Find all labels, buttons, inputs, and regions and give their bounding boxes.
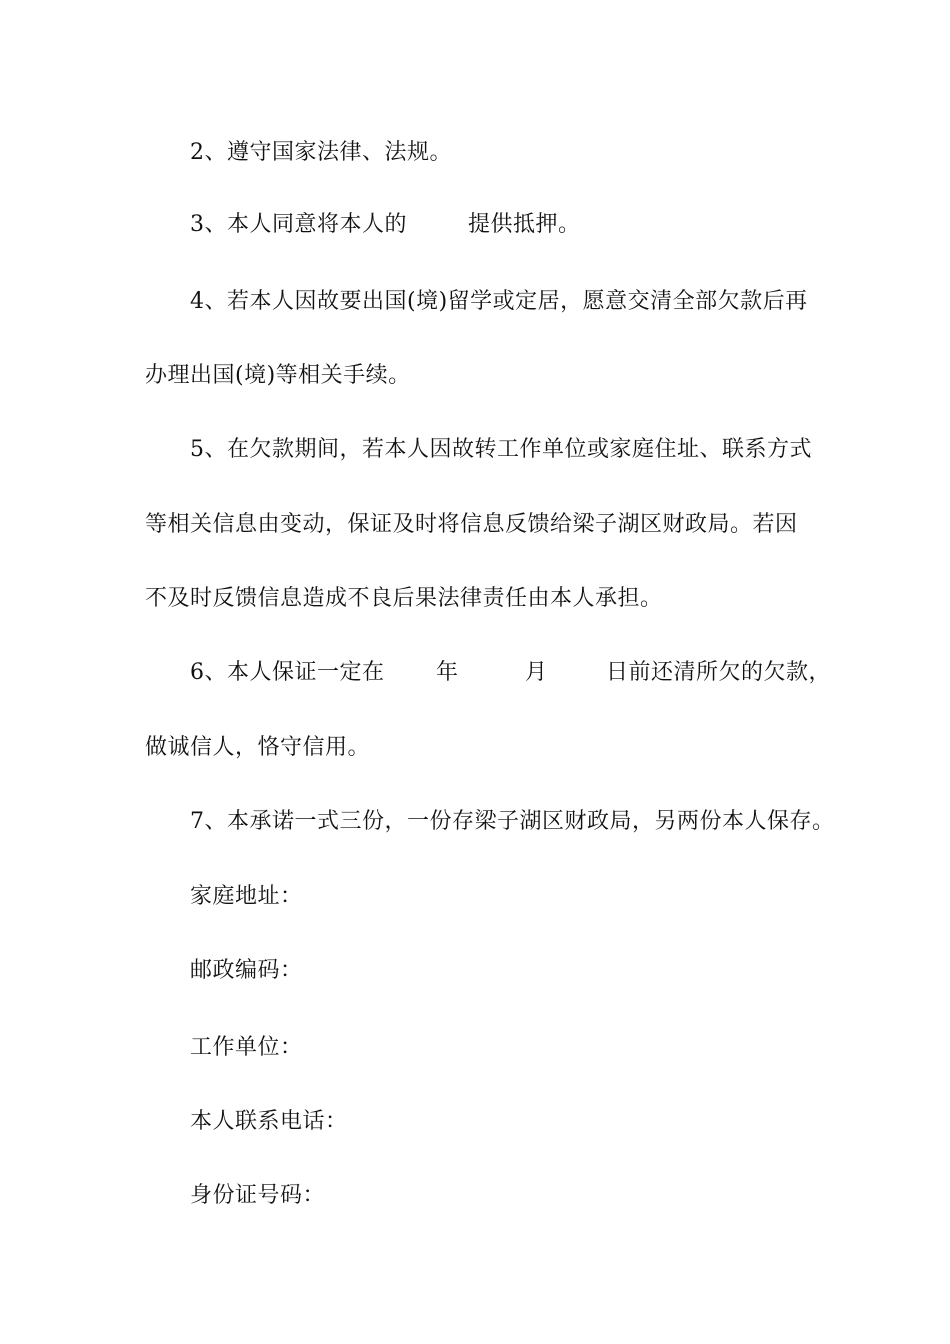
clause-3-tail: 提供抵押。: [468, 212, 581, 237]
field-id-number-label: 身份证号码：: [190, 1183, 326, 1208]
clause-6-text: 6、本人保证一定在: [190, 660, 385, 685]
clause-3-text: 3、本人同意将本人的: [190, 212, 407, 237]
clause-6-year: 年: [436, 660, 459, 685]
clause-6-line-1: [190, 658, 830, 688]
clause-2: 2、遵守国家法律、法规。: [190, 140, 452, 165]
clause-6-day-text: 日前还清所欠的欠款，: [606, 660, 832, 685]
clause-5-line-3: 不及时反馈信息造成不良后果法律责任由本人承担。: [145, 586, 663, 611]
clause-6-line-2: 做诚信人，恪守信用。: [145, 735, 371, 760]
field-phone-label: 本人联系电话：: [190, 1109, 348, 1134]
clause-4-line-2: 办理出国(境)等相关手续。: [145, 363, 411, 388]
clause-5-line-1: 5、在欠款期间，若本人因故转工作单位或家庭住址、联系方式: [190, 437, 812, 462]
clause-3: [190, 210, 690, 240]
field-address-label: 家庭地址：: [190, 884, 303, 909]
clause-4-line-1: 4、若本人因故要出国(境)留学或定居，愿意交清全部欠款后再: [190, 289, 808, 314]
field-workplace-label: 工作单位：: [190, 1035, 303, 1060]
field-postcode-label: 邮政编码：: [190, 958, 303, 983]
clause-7: 7、本承诺一式三份，一份存梁子湖区财政局，另两份本人保存。: [190, 809, 835, 834]
clause-5-line-2: 等相关信息由变动，保证及时将信息反馈给梁子湖区财政局。若因: [145, 512, 798, 537]
clause-6-month: 月: [525, 660, 548, 685]
